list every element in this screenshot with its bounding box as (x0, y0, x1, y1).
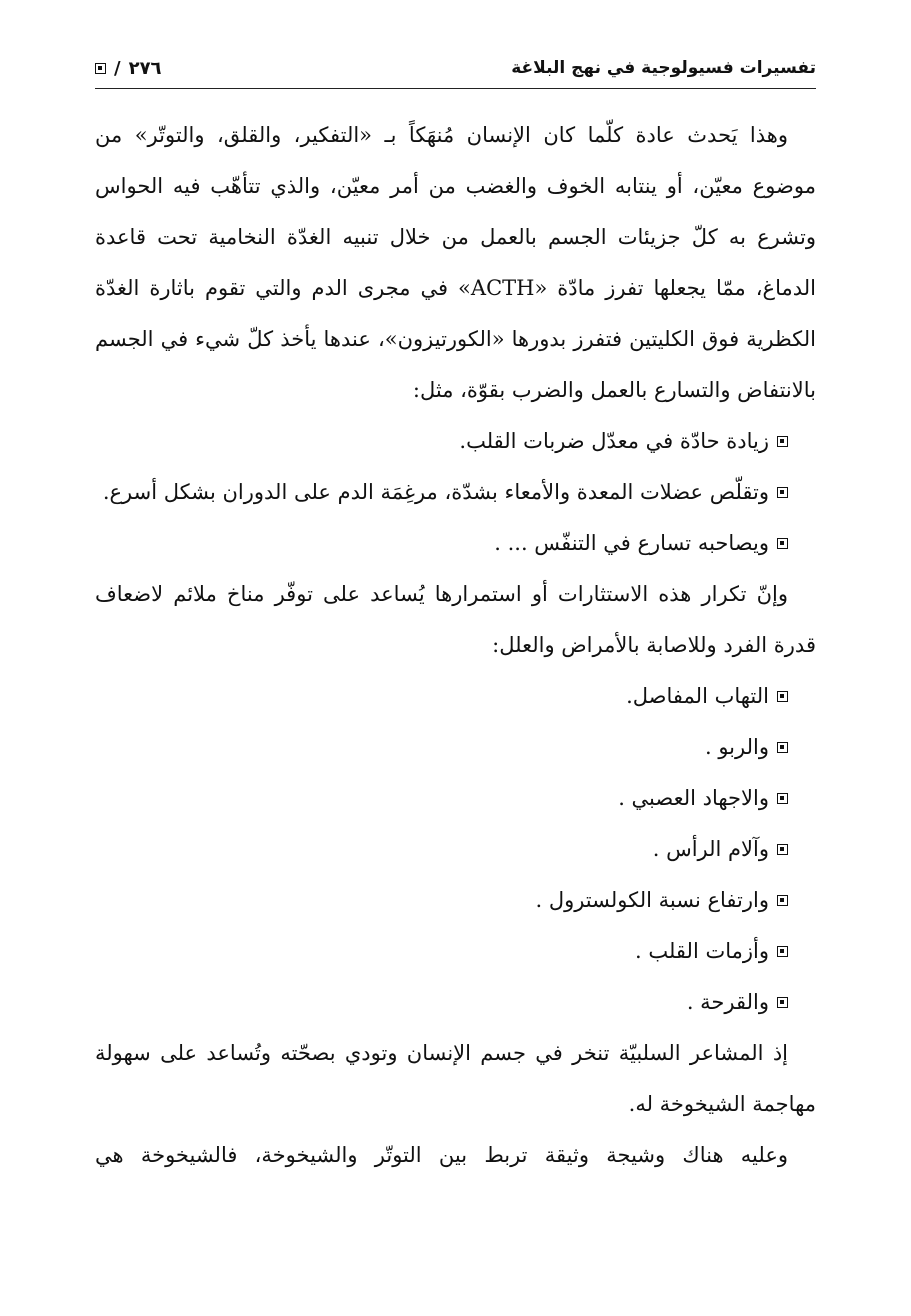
list-item (95, 416, 816, 467)
square-bullet-icon (777, 895, 788, 906)
page-header (95, 48, 816, 89)
square-bullet-icon (777, 487, 788, 498)
list-item (95, 722, 816, 773)
square-bullet-icon (777, 997, 788, 1008)
list-item (95, 824, 816, 875)
list-item-text: والربو . (704, 735, 769, 759)
page-body (95, 110, 816, 1181)
page-number: ٢٧٦ (128, 57, 162, 79)
list-item-text: وآلام الرأس . (652, 837, 769, 861)
list-item-text: زيادة حادّة في معدّل ضربات القلب. (459, 429, 769, 453)
list-item-text: وتقلّص عضلات المعدة والأمعاء بشدّة، مرغِمَة الدم على الدوران بشكل أسرع. (102, 480, 769, 504)
list-item-text: ويصاحبه تسارع في التنفّس ... . (494, 531, 769, 555)
list-item-text: والاجهاد العصبي . (618, 786, 769, 810)
list-item-text: وارتفاع نسبة الكولسترول . (535, 888, 769, 912)
running-title: تفسيرات فسيولوجية في نهج البلاغة (511, 58, 816, 78)
list-item (95, 875, 816, 926)
list-item (95, 977, 816, 1028)
list-item-text: والقرحة . (686, 990, 769, 1014)
page-number-separator: / (114, 57, 121, 79)
square-bullet-icon (95, 63, 106, 74)
paragraph-1: وهذا يَحدث عادة كلّما كان الإنسان مُنهَكاً بـ «التفكير، والقلق، والتوتّر» من موضوع معيّن، أو ينتابه الخوف والغضب من أمر معيّن، والذي تتأهّب فيه الحواس وتشرع به كلّ جزيئات الجسم بالعمل من خلال تنبيه الغدّة النخامية تحت قاعدة الدماغ، ممّا يجعلها تفرز مادّة «ACTH» في مجرى الدم والتي تقوم باثارة الغدّة الكظرية فوق الكليتين فتفرز بدورها «الكورتيزون»، عندها يأخذ كلّ شيء في الجسم بالانتفاض والتسارع بالعمل والضرب بقوّة، مثل: (95, 123, 816, 402)
list-item (95, 671, 816, 722)
square-bullet-icon (777, 844, 788, 855)
paragraph-4: وعليه هناك وشيجة وثيقة تربط بين التوتّر والشيخوخة، فالشيخوخة هي (95, 1143, 788, 1167)
list-item (95, 773, 816, 824)
list-item-text: وأزمات القلب . (635, 939, 769, 963)
paragraph-3: إذ المشاعر السلبيّة تنخر في جسم الإنسان وتودي بصحّته وتُساعد على سهولة مهاجمة الشيخوخة له. (95, 1041, 816, 1116)
square-bullet-icon (777, 538, 788, 549)
paragraph-2: وإنّ تكرار هذه الاستثارات أو استمرارها يُساعد على توفّر مناخ ملائم لاضعاف قدرة الفرد وللاصابة بالأمراض والعلل: (95, 582, 816, 657)
square-bullet-icon (777, 742, 788, 753)
square-bullet-icon (777, 436, 788, 447)
square-bullet-icon (777, 946, 788, 957)
list-item (95, 926, 816, 977)
list-item-text: التهاب المفاصل. (626, 684, 769, 708)
list-item (95, 518, 816, 569)
square-bullet-icon (777, 793, 788, 804)
list-item (95, 467, 816, 518)
page-number-block (95, 58, 162, 79)
square-bullet-icon (777, 691, 788, 702)
